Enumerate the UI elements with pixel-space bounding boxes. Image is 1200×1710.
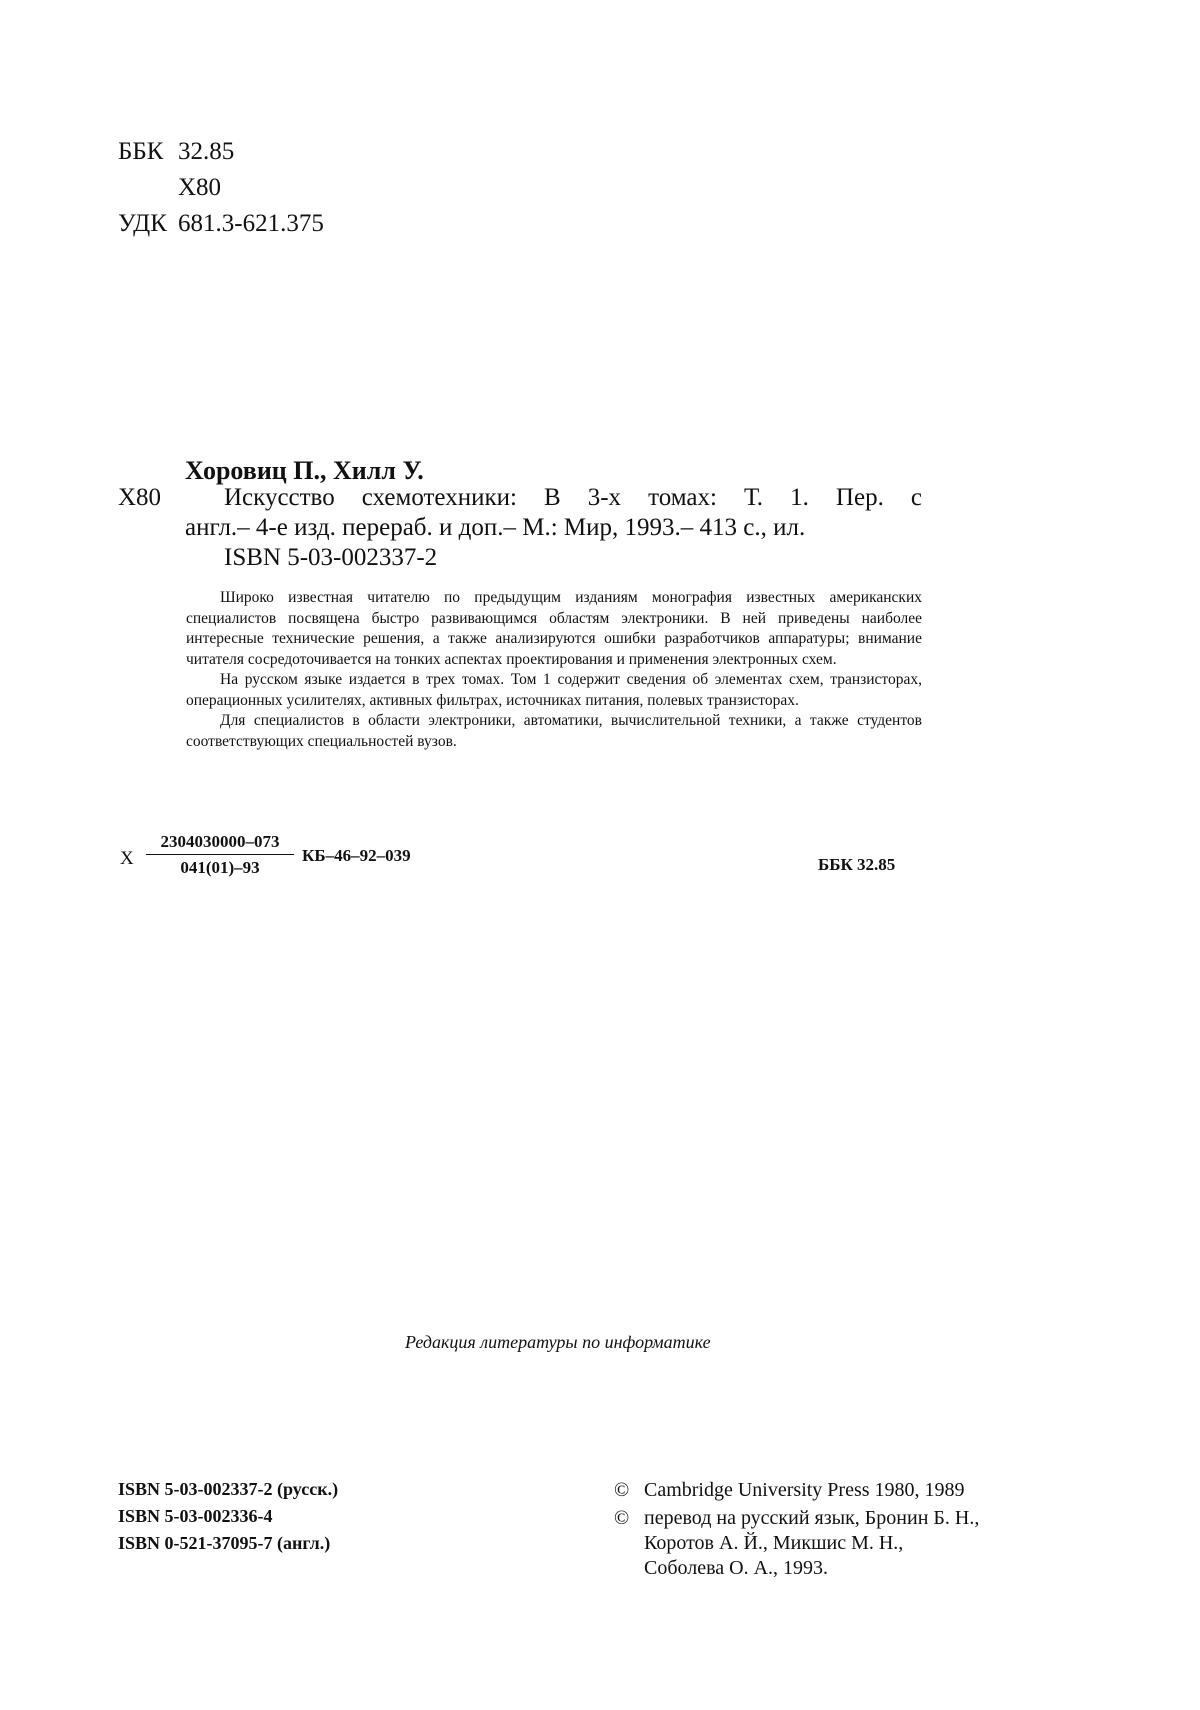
classification-block — [118, 134, 324, 242]
abstract-paragraph-3: Для специалистов в области электроники, автоматики, вычислительной техники, а также студентов соответствующих специальностей вузов. — [186, 712, 922, 750]
copyright-line-3: Коротов А. Й., Микшис М. Н., — [644, 1532, 904, 1554]
udk-label: УДК — [118, 210, 167, 237]
copyright-block — [614, 1478, 979, 1581]
udk-row — [118, 206, 324, 242]
isbn-item: ISBN 5-03-002337-2 (русск.) — [118, 1479, 339, 1499]
bib-title-line1: Искусство схемотехники: В 3-х томах: Т. 1. Пер. с — [224, 484, 922, 511]
copyright-line-2: © перевод на русский язык, Бронин Б. Н., — [614, 1507, 980, 1529]
bbk-label: ББК — [118, 138, 164, 165]
author-mark: Х80 — [178, 174, 222, 201]
bbk-value: 32.85 — [178, 138, 235, 165]
isbn-item: ISBN 5-03-002336-4 — [118, 1506, 273, 1526]
code-fraction — [146, 832, 294, 878]
code-numerator: 2304030000–073 — [146, 832, 294, 855]
bbk-row — [118, 134, 324, 170]
author-mark-row — [118, 170, 324, 206]
bib-isbn: ISBN 5-03-002337-2 — [224, 544, 438, 571]
authors: Хоровиц П., Хилл У. — [185, 456, 424, 485]
udk-value: 681.3-621.375 — [178, 210, 324, 237]
copyright-line-4: Соболева О. А., 1993. — [644, 1557, 829, 1579]
code-prefix: Х — [120, 848, 134, 869]
code-bbk: ББК 32.85 — [818, 855, 896, 874]
bib-title-line2: англ.– 4-е изд. перераб. и доп.– М.: Мир, 1993.– 413 с., ил. — [185, 514, 806, 541]
bib-author-mark: Х80 — [118, 484, 162, 511]
copyright-line-1: © Cambridge University Press 1980, 1989 — [614, 1479, 965, 1501]
abstract-paragraph-1: Широко известная читателю по предыдущим изданиям монография известных американских специалистов посвящена быстро развивающимся областям электроники. В ней приведены наиболее интересные технические решения, а также анализируются ошибки разработчиков аппаратуры; внимание читателя сосредоточивается на тонких аспектах проектирования и применения электронных схем. — [186, 589, 922, 668]
abstract-paragraph-2: На русском языке издается в трех томах. Том 1 содержит сведения об элементах схем, транзисторах, операционных усилителях, активных фильтрах, источниках питания, полевых транзисторах. — [186, 671, 922, 709]
editorial-note: Редакция литературы по информатике — [405, 1332, 711, 1352]
copyright-icon: © — [614, 1479, 630, 1501]
code-denominator: 041(01)–93 — [180, 858, 260, 877]
copyright-icon: © — [614, 1507, 630, 1529]
abstract — [186, 588, 922, 752]
isbn-item: ISBN 0-521-37095-7 (англ.) — [118, 1533, 331, 1553]
isbn-list — [118, 1476, 338, 1557]
code-kb: КБ–46–92–039 — [302, 846, 411, 865]
